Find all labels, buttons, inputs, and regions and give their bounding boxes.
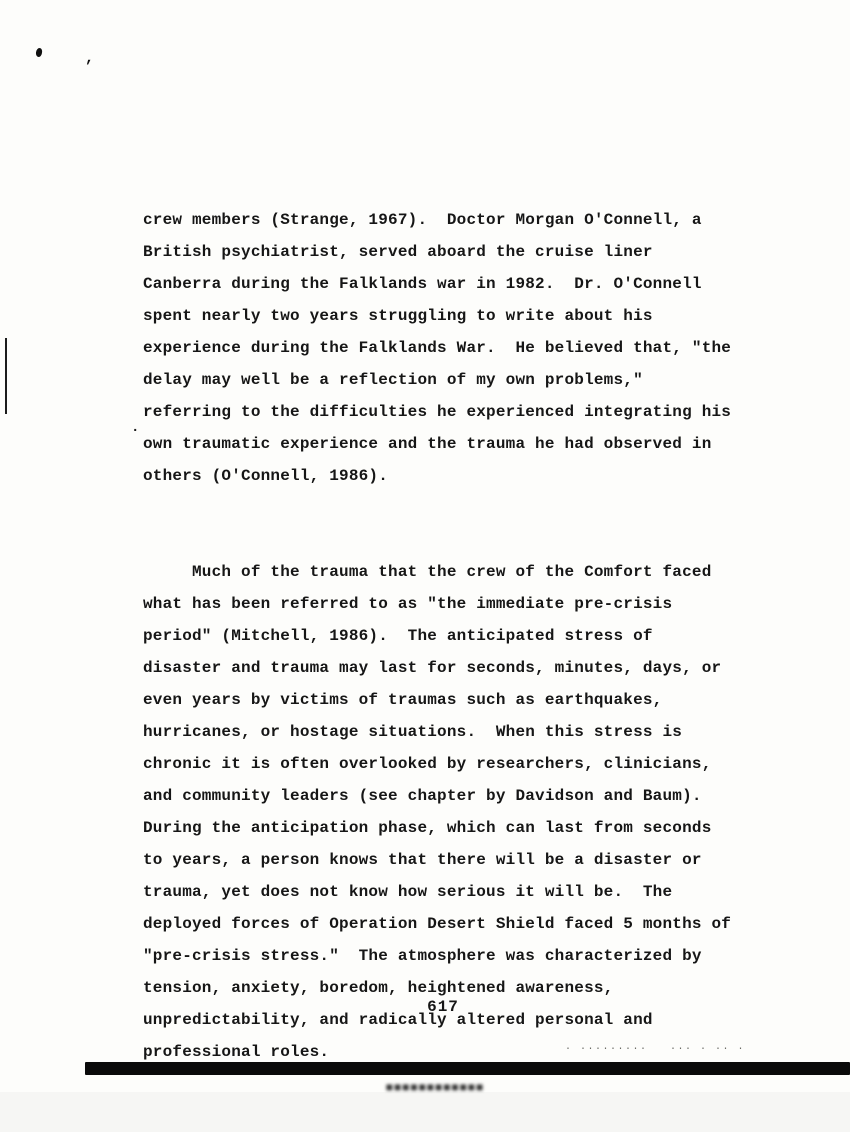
scan-artifact-dot: . (131, 420, 140, 436)
scan-artifact-mark (35, 48, 42, 58)
text-line: Canberra during the Falklands war in 1982. Dr. O'Connell (143, 275, 702, 293)
text-line: to years, a person knows that there will be a disaster or (143, 851, 702, 869)
text-line: deployed forces of Operation Desert Shield faced 5 months of (143, 915, 732, 933)
text-line: even years by victims of traumas such as earthquakes, (143, 691, 663, 709)
text-line: professional roles. (143, 1043, 330, 1061)
text-line: others (O'Connell, 1986). (143, 467, 389, 485)
text-line: spent nearly two years struggling to write about his (143, 307, 653, 325)
text-line: hurricanes, or hostage situations. When this stress is (143, 723, 683, 741)
text-line: crew members (Strange, 1967). Doctor Morgan O'Connell, a (143, 211, 702, 229)
page-number: 617 (427, 998, 459, 1016)
text-line: period" (Mitchell, 1986). The anticipated stress of (143, 627, 653, 645)
text-line: what has been referred to as "the immediate pre-crisis (143, 595, 673, 613)
text-line: referring to the difficulties he experienced integrating his (143, 403, 732, 421)
text-line: chronic it is often overlooked by researchers, clinicians, (143, 755, 712, 773)
scan-artifact-black-bar (85, 1062, 850, 1075)
paragraph-2 (143, 556, 743, 1068)
scan-artifact-comma: , (85, 50, 95, 67)
text-line: "pre-crisis stress." The atmosphere was characterized by (143, 947, 702, 965)
text-line: delay may well be a reflection of my own problems," (143, 371, 643, 389)
paragraph-1 (143, 204, 743, 492)
text-line: Much of the trauma that the crew of the Comfort faced (143, 563, 712, 581)
text-line: disaster and trauma may last for seconds, minutes, days, or (143, 659, 722, 677)
text-line: unpredictability, and radically altered personal and (143, 1011, 653, 1029)
text-line: experience during the Falklands War. He believed that, "the (143, 339, 732, 357)
scan-artifact-dots: . ......... ... . .. . (565, 1042, 746, 1053)
text-line: During the anticipation phase, which can last from seconds (143, 819, 712, 837)
text-line: trauma, yet does not know how serious it will be. The (143, 883, 673, 901)
scan-artifact-blurred-text: ■■■■■■■■■■■■ (385, 1081, 485, 1095)
text-line: and community leaders (see chapter by Davidson and Baum). (143, 787, 702, 805)
text-line: tension, anxiety, boredom, heightened awareness, (143, 979, 614, 997)
text-line: British psychiatrist, served aboard the cruise liner (143, 243, 653, 261)
scan-artifact-line (5, 338, 7, 414)
text-line: own traumatic experience and the trauma he had observed in (143, 435, 712, 453)
body-text (143, 140, 743, 1132)
